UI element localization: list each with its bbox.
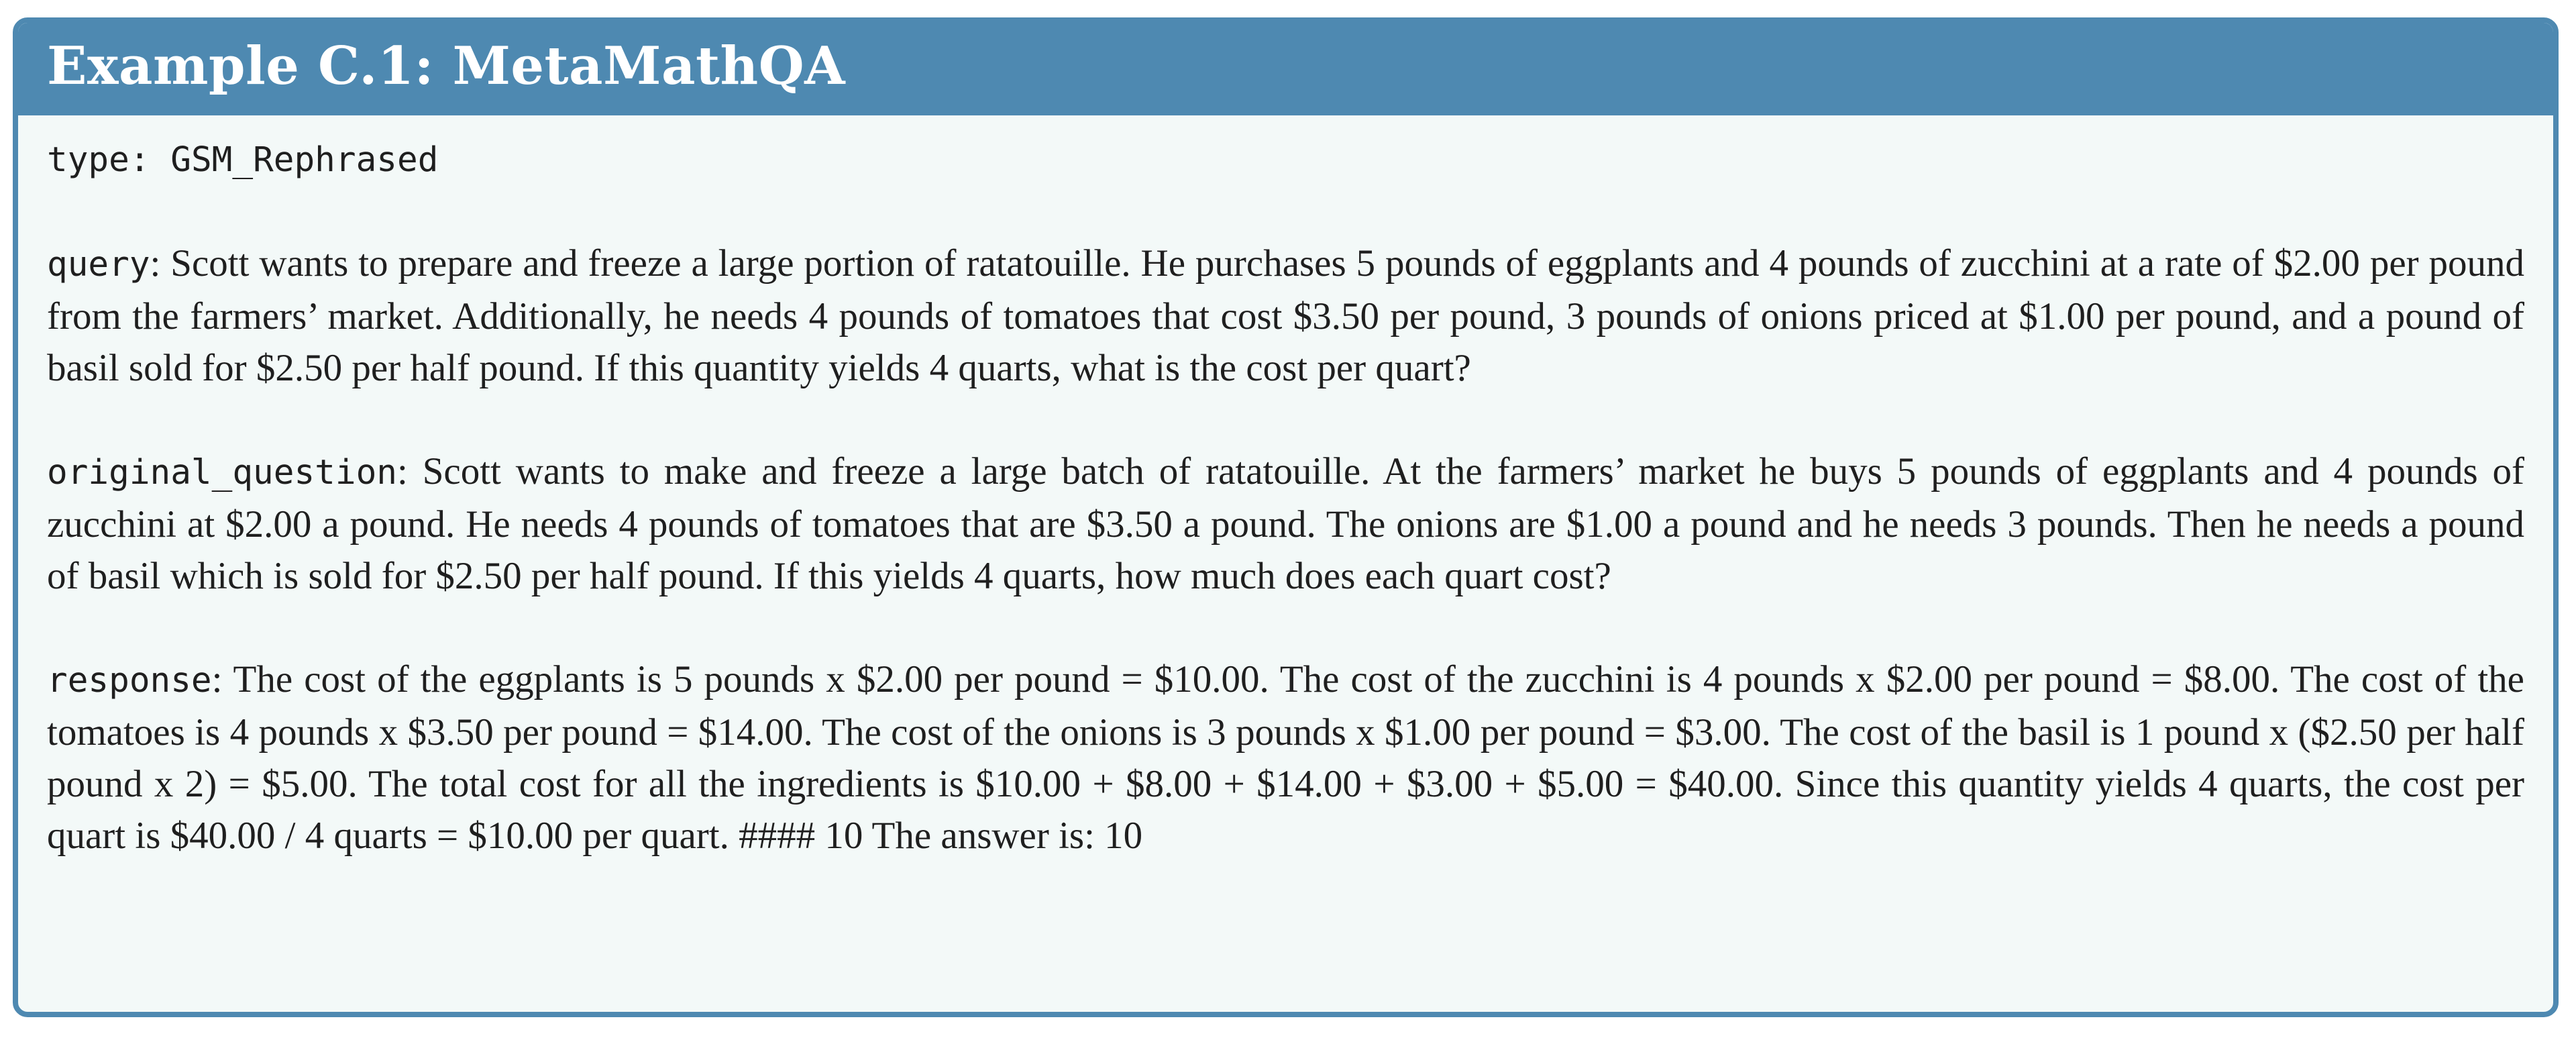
field-value-type: GSM_Rephrased — [170, 140, 439, 180]
field-query: query: Scott wants to prepare and freeze a large portion of ratatouille. He purchases 5 pounds of eggplants and 4 pounds of zucchini at a rate of $2.00 per pound from the farmers’ market. Additionally, he needs 4 pounds of tomatoes that cost $3.50 per pound, 3 pounds of onions priced at $1.00 per pound, and a pound of basil sold for $2.50 per half pound. If this quantity yields 4 quarts, what is the cost per quart? — [47, 242, 2524, 389]
example-box-body — [18, 115, 2553, 862]
field-separator: : — [129, 140, 171, 180]
field-response: response: The cost of the eggplants is 5 pounds x $2.00 per pound = $10.00. The cost of the zucchini is 4 pounds x $2.00 per pound = $8.00. The cost of the tomatoes is 4 pounds x $3.50 per pound = $14.00. The cost of the onions is 3 pounds x $1.00 per pound = $3.00. The cost of the basil is 1 pound x ($2.50 per half pound x 2) = $5.00. The total cost for all the ingredients is $10.00 + $8.00 + $14.00 + $3.00 + $5.00 = $40.00. Since this quantity yields 4 quarts, the cost per quart is $40.00 / 4 quarts = $10.00 per quart. #### 10 The answer is: 10 — [47, 658, 2524, 857]
field-text-query: Scott wants to prepare and freeze a large portion of ratatouille. He purchases 5 pounds of eggplants and 4 pounds of zucchini at a rate of $2.00 per pound from the farmers’ market. Additionally, he needs 4 pounds of tomatoes that cost $3.50 per pound, 3 pounds of onions priced at $1.00 per pound, and a pound of basil sold for $2.50 per half pound. If this quantity yields 4 quarts, what is the cost per quart? — [47, 242, 2524, 389]
field-original-question: original_question: Scott wants to make and freeze a large batch of ratatouille. At the farmers’ market he buys 5 pounds of eggplants and 4 pounds of zucchini at $2.00 a pound. He needs 4 pounds of tomatoes that are $3.50 a pound. The onions are $1.00 a pound and he needs 3 pounds. Then he needs a pound of basil which is sold for $2.50 per half pound. If this yields 4 quarts, how much does each quart cost? — [47, 450, 2524, 597]
example-title: Example C.1: MetaMathQA — [47, 35, 846, 97]
field-key-original-question: original_question — [47, 453, 397, 492]
field-key-type: type — [47, 140, 129, 180]
field-text-response: The cost of the eggplants is 5 pounds x $2.00 per pound = $10.00. The cost of the zucchini is 4 pounds x $2.00 per pound = $8.00. The cost of the tomatoes is 4 pounds x $3.50 per pound = $14.00. The cost of the onions is 3 pounds x $1.00 per pound = $3.00. The cost of the basil is 1 pound x ($2.50 per half pound x 2) = $5.00. The total cost for all the ingredients is $10.00 + $8.00 + $14.00 + $3.00 + $5.00 = $40.00. Since this quantity yields 4 quarts, the cost per quart is $40.00 / 4 quarts = $10.00 per quart. #### 10 The answer is: 10 — [47, 658, 2524, 857]
field-key-query: query — [47, 245, 150, 284]
example-box-header — [18, 23, 2553, 115]
field-key-response: response — [47, 661, 212, 700]
example-box — [13, 17, 2559, 1017]
field-text-original-question: Scott wants to make and freeze a large batch of ratatouille. At the farmers’ market he buys 5 pounds of eggplants and 4 pounds of zucchini at $2.00 a pound. He needs 4 pounds of tomatoes that are $3.50 a pound. The onions are $1.00 a pound and he needs 3 pounds. Then he needs a pound of basil which is sold for $2.50 per half pound. If this yields 4 quarts, how much does each quart cost? — [47, 450, 2524, 597]
field-type — [47, 133, 2524, 186]
